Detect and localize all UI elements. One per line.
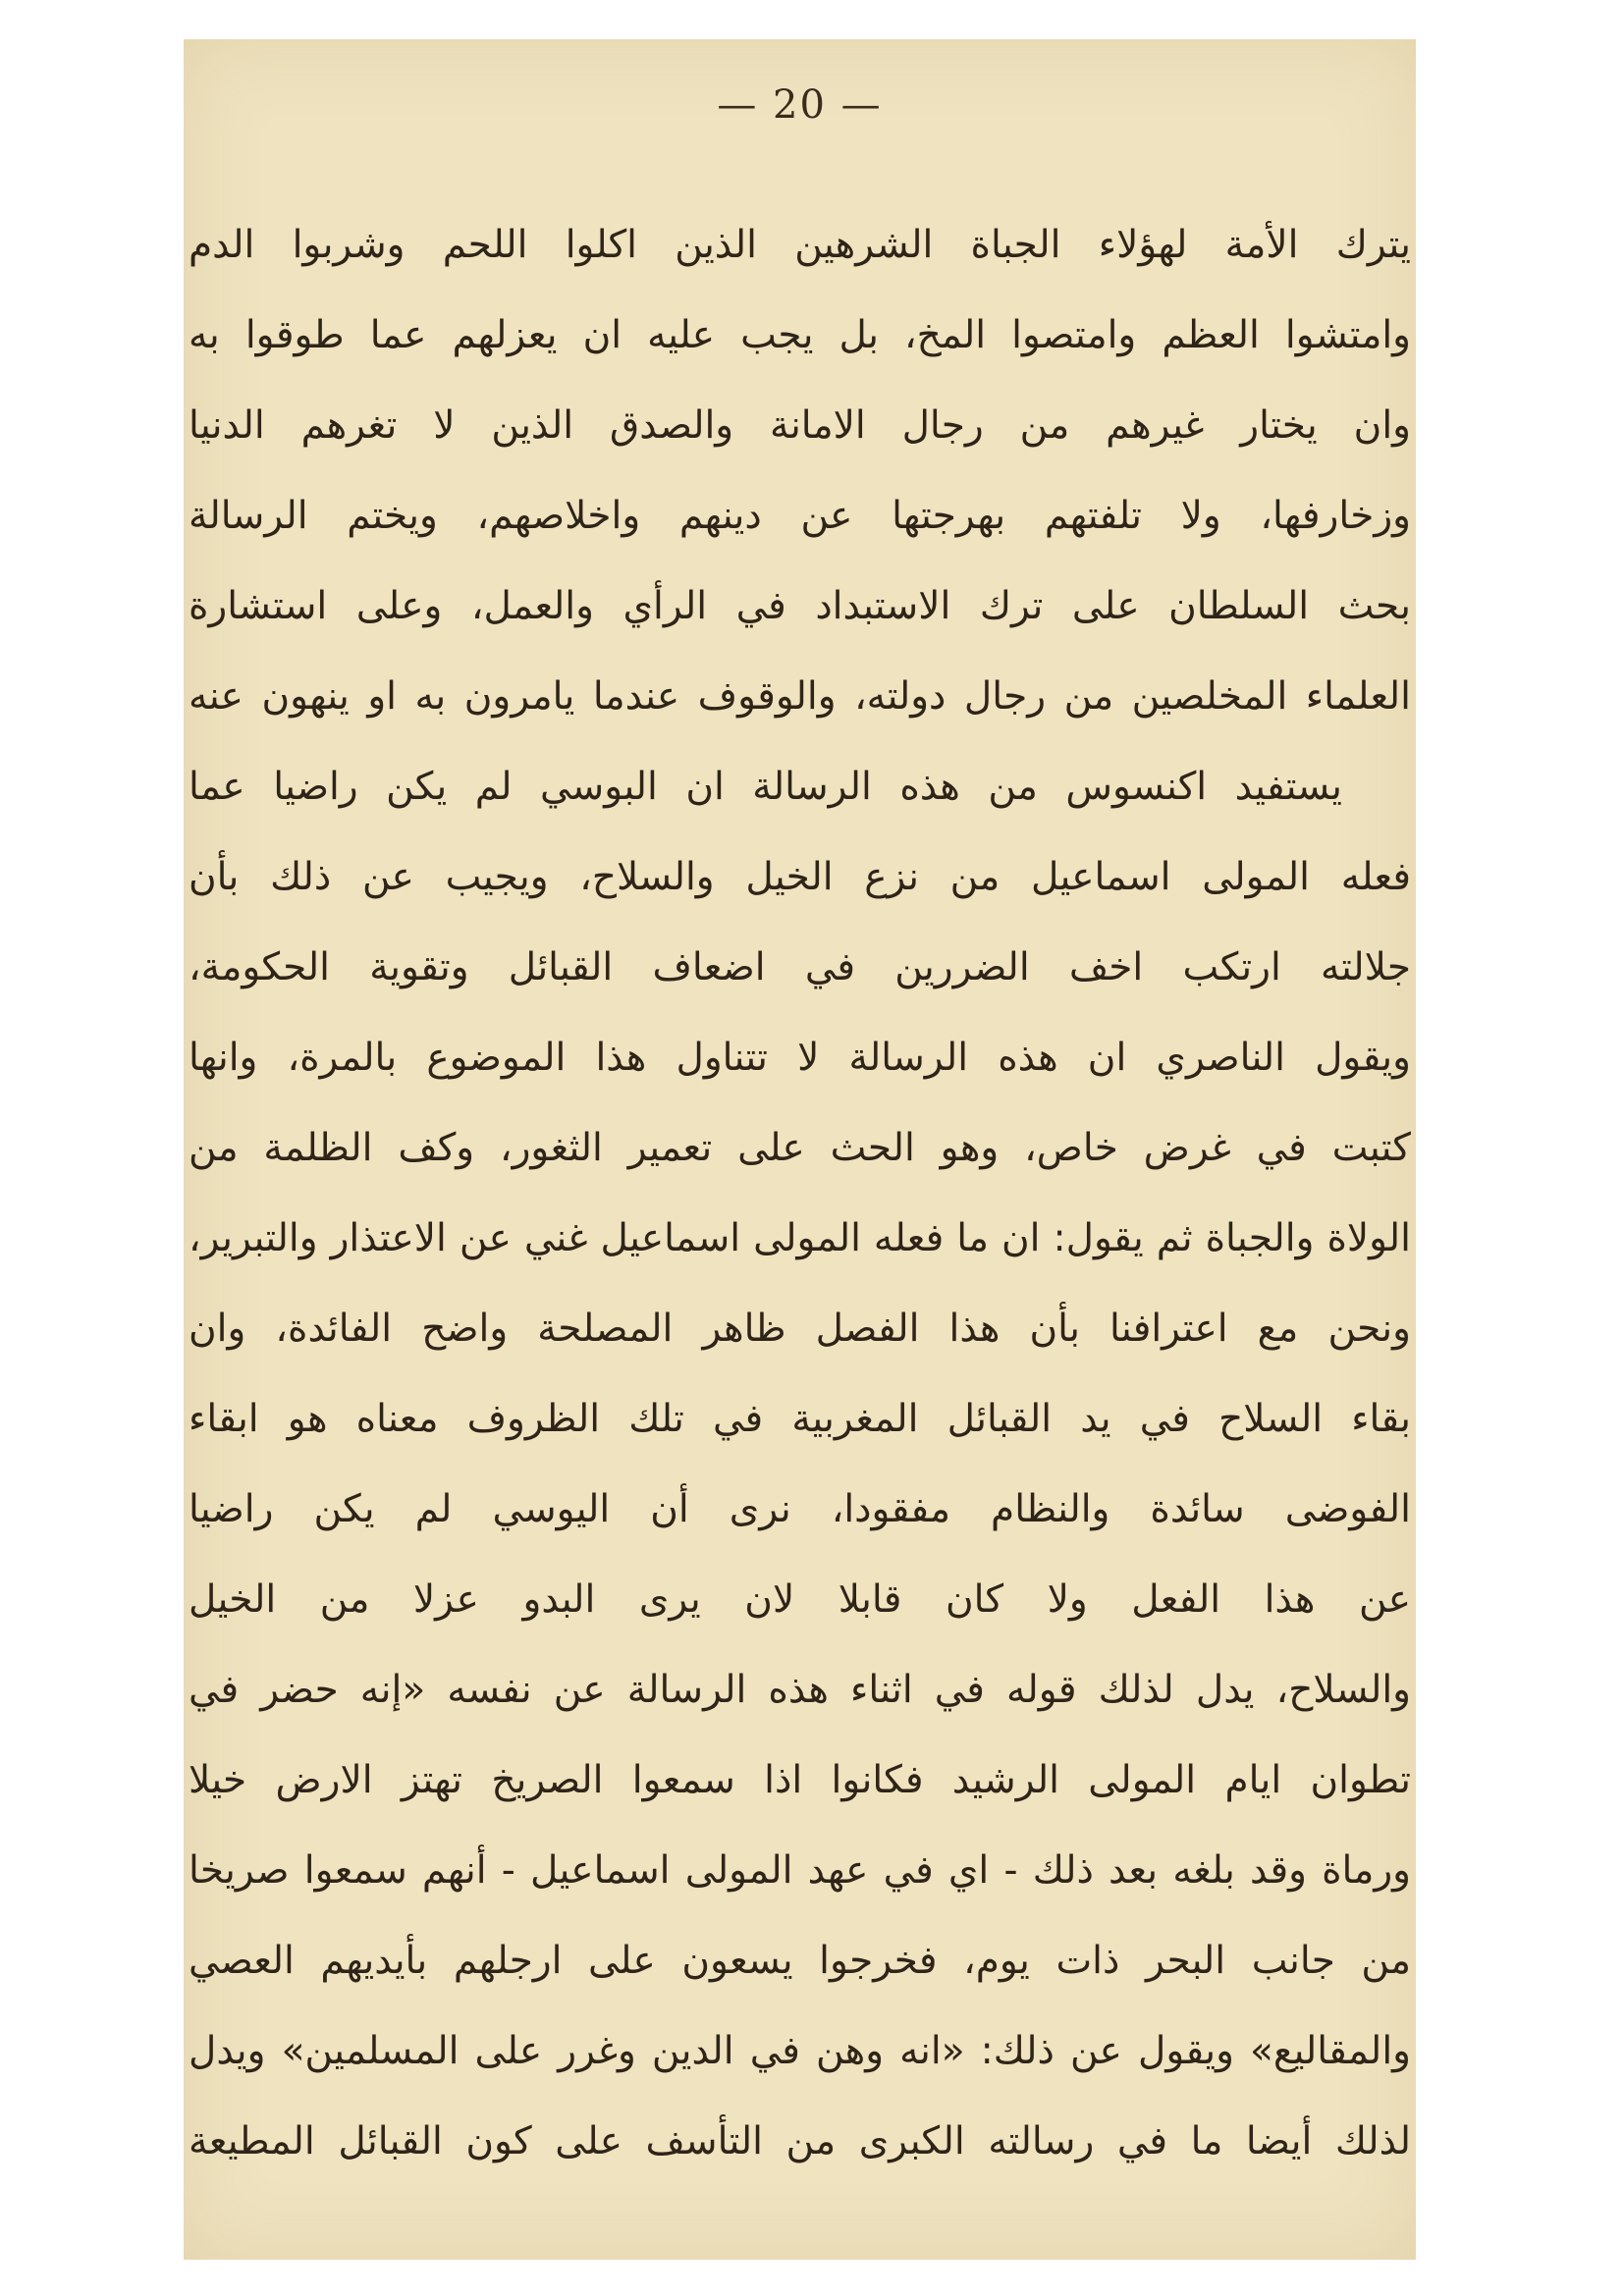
text-line: وزخارفها، ولا تلفتهم بهرجتها عن دينهم واخلاصهم، ويختم الرسالة [189,494,1411,538]
scanned-page [184,39,1416,2260]
text-line: عن هذا الفعل ولا كان قابلا لان يرى البدو عزلا من الخيل [189,1577,1411,1622]
text-line: والسلاح، يدل لذلك قوله في اثناء هذه الرسالة عن نفسه «إنه حضر في [189,1668,1411,1712]
text-line: من جانب البحر ذات يوم، فخرجوا يسعون على ارجلهم بأيديهم العصي [189,1939,1411,1983]
text-line: العلماء المخلصين من رجال دولته، والوقوف عندما يامرون به او ينهون عنه [189,674,1411,719]
text-line: وان يختار غيرهم من رجال الامانة والصدق الذين لا تغرهم الدنيا [189,403,1411,448]
text-line: تطوان ايام المولى الرشيد فكانوا اذا سمعوا الصريخ تهتز الارض خيلا [189,1758,1411,1802]
text-line: الولاة والجباة ثم يقول: ان ما فعله المولى اسماعيل غني عن الاعتذار والتبرير، [189,1216,1411,1260]
body-text [189,200,1411,2187]
text-line: ورماة وقد بلغه بعد ذلك - اي في عهد المولى اسماعيل - أنهم سمعوا صريخا [189,1848,1411,1893]
text-line: لذلك أيضا ما في رسالته الكبرى من التأسف على كون القبائل المطيعة [189,2119,1411,2163]
text-line: فعله المولى اسماعيل من نزع الخيل والسلاح، ويجيب عن ذلك بأن [189,855,1411,899]
text-line: جلالته ارتكب اخف الضررين في اضعاف القبائل وتقوية الحكومة، [189,945,1411,989]
text-line: يترك الأمة لهؤلاء الجباة الشرهين الذين اكلوا اللحم وشربوا الدم [189,223,1411,267]
text-line: وامتشوا العظم وامتصوا المخ، بل يجب عليه ان يعزلهم عما طوقوا به [189,313,1411,357]
text-line: ويقول الناصري ان هذه الرسالة لا تتناول هذا الموضوع بالمرة، وانها [189,1036,1411,1080]
text-line: بحث السلطان على ترك الاستبداد في الرأي والعمل، وعلى استشارة [189,584,1411,628]
text-line: الفوضى سائدة والنظام مفقودا، نرى أن اليوسي لم يكن راضيا [189,1487,1411,1531]
text-line: كتبت في غرض خاص، وهو الحث على تعمير الثغور، وكف الظلمة من [189,1126,1411,1170]
text-line: والمقاليع» ويقول عن ذلك: «انه وهن في الدين وغرر على المسلمين» ويدل [189,2029,1411,2073]
text-line: بقاء السلاح في يد القبائل المغربية في تلك الظروف معناه هو ابقاء [189,1397,1411,1441]
text-line: ونحن مع اعترافنا بأن هذا الفصل ظاهر المصلحة واضح الفائدة، وان [189,1307,1411,1351]
page-number: — 20 — [717,82,883,128]
text-line: يستفيد اكنسوس من هذه الرسالة ان البوسي لم يكن راضيا عما [189,765,1342,809]
